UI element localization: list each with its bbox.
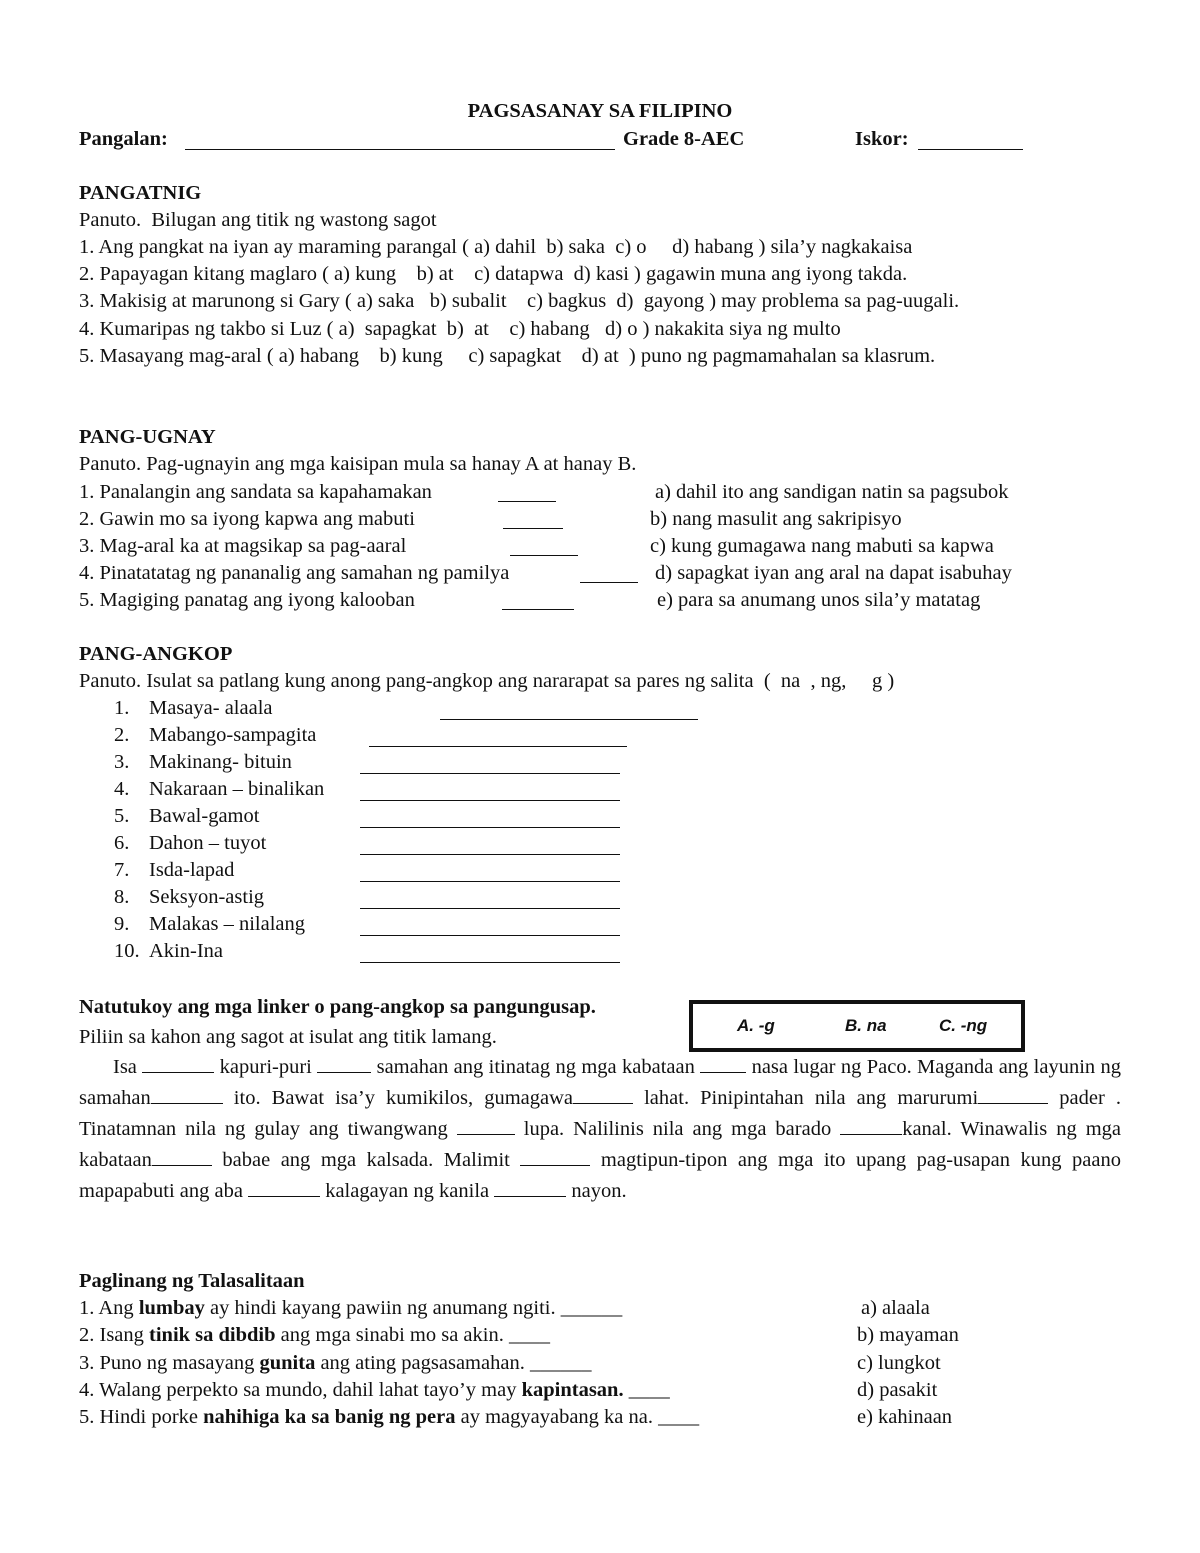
paragraph-text: lahat. Pinipintahan nila ang marurumi — [633, 1087, 979, 1109]
choice-b: B. na — [845, 1016, 887, 1035]
question-item: 2. Papayagan kitang maglaro ( a) kung b) at c) datapwa d) kasi ) gagawin muna ang iyong takda. — [79, 263, 908, 285]
answer-blank[interactable] — [317, 1056, 371, 1073]
vocab-text: ang mga sinabi mo sa akin. — [275, 1324, 509, 1346]
answer-blank[interactable] — [700, 1056, 746, 1073]
column-a-item: 3. Mag-aral ka at magsikap sa pag-aaral — [79, 535, 407, 557]
item-number: 4. — [114, 778, 130, 800]
page-title: PAGSASANAY SA FILIPINO — [467, 100, 733, 122]
instruction-pangugnay: Panuto. Pag-ugnayin ang mga kaisipan mula sa hanay A at hanay B. — [79, 453, 637, 475]
vocab-text: ay hindi kayang pawiin ng anumang ngiti. — [204, 1297, 561, 1319]
item-number: 6. — [114, 832, 130, 854]
word-pair: Makinang- bituin — [149, 751, 292, 773]
answer-blank[interactable] — [502, 609, 574, 610]
answer-blank[interactable] — [510, 555, 578, 556]
section-heading-pangangkop: PANG-ANGKOP — [79, 643, 233, 665]
name-label: Pangalan: — [79, 128, 168, 150]
vocab-text: 2. Isang — [79, 1324, 150, 1346]
instruction-pangatnig: Panuto. Bilugan ang titik ng wastong sagot — [79, 209, 437, 231]
vocab-answer: d) pasakit — [857, 1379, 938, 1401]
answer-blank[interactable] — [494, 1180, 566, 1197]
answer-blank[interactable] — [840, 1118, 902, 1135]
column-b-item: b) nang masulit ang sakripisyo — [650, 508, 902, 530]
word-pair: Mabango-sampagita — [149, 724, 317, 746]
answer-blank[interactable] — [360, 935, 620, 936]
score-field[interactable] — [918, 149, 1023, 150]
paragraph-text: magtipun-tipon ang mga ito upang pag-usapan kung paano mapapabuti ang aba — [79, 1149, 1121, 1202]
paragraph-text: Isa — [113, 1056, 143, 1078]
answer-blank[interactable] — [360, 854, 620, 855]
word-pair: Malakas – nilalang — [149, 913, 305, 935]
column-a-item: 1. Panalangin ang sandata sa kapahamakan — [79, 481, 432, 503]
paragraph-text: babae ang mga kalsada. Malimit — [211, 1149, 521, 1171]
vocab-item — [79, 1353, 591, 1374]
paragraph-text: kapuri-puri — [214, 1056, 318, 1078]
paragraph-text: lupa. Nalilinis nila ang mga barado — [514, 1118, 841, 1140]
question-item: 4. Kumaripas ng takbo si Luz ( a) sapagkat b) at c) habang d) o ) nakakita siya ng multo — [79, 318, 841, 340]
vocab-answer: a) alaala — [861, 1297, 930, 1319]
fill-in-paragraph — [79, 1052, 1121, 1207]
question-item: 5. Masayang mag-aral ( a) habang b) kung c) sapagkat d) at ) puno ng pagmamahalan sa klasrum. — [79, 345, 936, 367]
vocab-answer: e) kahinaan — [857, 1406, 953, 1428]
answer-blank[interactable] — [580, 582, 638, 583]
section-heading-linker: Natutukoy ang mga linker o pang-angkop sa pangungusap. — [79, 996, 596, 1018]
question-item: 3. Makisig at marunong si Gary ( a) saka b) subalit c) bagkus d) gayong ) may problema sa pag-uugali. — [79, 290, 960, 312]
answer-blank[interactable] — [360, 962, 620, 963]
choice-c: C. -ng — [939, 1016, 988, 1035]
answer-blank[interactable] — [248, 1180, 320, 1197]
answer-blank[interactable] — [457, 1118, 515, 1135]
vocab-term: gunita — [259, 1352, 316, 1374]
vocab-text: 4. Walang perpekto sa mundo, dahil lahat tayo’y may — [79, 1379, 522, 1401]
vocab-text: 3. Puno ng masayang — [79, 1352, 260, 1374]
answer-blank[interactable] — [360, 881, 620, 882]
vocab-term: tinik sa dibdib — [149, 1324, 276, 1346]
item-number: 5. — [114, 805, 130, 827]
instruction-linker: Piliin sa kahon ang sagot at isulat ang titik lamang. — [79, 1026, 497, 1048]
answer-blank[interactable]: ____ — [628, 1379, 670, 1401]
instruction-pangangkop: Panuto. Isulat sa patlang kung anong pang-angkop ang nararapat sa pares ng salita ( na , ng, g ) — [79, 670, 895, 692]
item-number: 10. — [114, 940, 140, 962]
vocab-item — [79, 1298, 622, 1319]
section-heading-pangatnig: PANGATNIG — [79, 182, 202, 204]
item-number: 3. — [114, 751, 130, 773]
paragraph-text: kanal. Winawalis ng mga kabataan — [79, 1118, 1121, 1171]
word-pair: Akin-Ina — [149, 940, 224, 962]
vocab-item — [79, 1407, 699, 1428]
answer-blank[interactable] — [369, 746, 627, 747]
column-b-item: d) sapagkat iyan ang aral na dapat isabuhay — [655, 562, 1012, 584]
vocab-answer: c) lungkot — [857, 1352, 941, 1374]
vocab-item — [79, 1325, 550, 1346]
vocab-answer: b) mayaman — [857, 1324, 959, 1346]
answer-blank[interactable]: ______ — [529, 1352, 592, 1374]
column-b-item: c) kung gumagawa nang mabuti sa kapwa — [650, 535, 994, 557]
vocab-term: kapintasan. — [521, 1379, 624, 1401]
word-pair: Isda-lapad — [149, 859, 235, 881]
vocab-text: 1. Ang — [79, 1297, 139, 1319]
answer-blank[interactable] — [151, 1087, 223, 1104]
answer-blank[interactable] — [520, 1149, 590, 1166]
answer-blank[interactable] — [360, 800, 620, 801]
column-b-item: a) dahil ito ang sandigan natin sa pagsubok — [655, 481, 1009, 503]
answer-blank[interactable] — [498, 501, 556, 502]
grade-label: Grade 8-AEC — [623, 128, 745, 150]
vocab-term: lumbay — [138, 1297, 205, 1319]
word-pair: Dahon – tuyot — [149, 832, 267, 854]
answer-blank[interactable]: ____ — [658, 1406, 700, 1428]
answer-blank[interactable] — [142, 1056, 214, 1073]
vocab-text: ay magyayabang ka na. — [455, 1406, 659, 1428]
answer-blank[interactable] — [360, 908, 620, 909]
paragraph-text: kalagayan ng kanila — [320, 1180, 495, 1202]
item-number: 7. — [114, 859, 130, 881]
answer-blank[interactable]: ______ — [560, 1297, 623, 1319]
vocab-item — [79, 1380, 670, 1401]
word-pair: Seksyon-astig — [149, 886, 265, 908]
question-item: 1. Ang pangkat na iyan ay maraming parangal ( a) dahil b) saka c) o d) habang ) sila’y nagkakaisa — [79, 236, 913, 258]
word-pair: Masaya- alaala — [149, 697, 273, 719]
answer-blank[interactable] — [152, 1149, 212, 1166]
column-a-item: 4. Pinatatatag ng pananalig ang samahan ng pamilya — [79, 562, 510, 584]
paragraph-text: ito. Bawat isa’y kumikilos, gumagawa — [222, 1087, 574, 1109]
answer-blank[interactable] — [360, 827, 620, 828]
paragraph-text: nayon. — [566, 1180, 627, 1202]
choice-a: A. -g — [737, 1016, 775, 1035]
vocab-text: ang ating pagsasamahan. — [315, 1352, 530, 1374]
answer-blank[interactable] — [360, 773, 620, 774]
item-number: 2. — [114, 724, 130, 746]
answer-blank[interactable] — [440, 719, 698, 720]
word-pair: Bawal-gamot — [149, 805, 260, 827]
vocab-text: 5. Hindi porke — [79, 1406, 204, 1428]
answer-blank[interactable] — [573, 1087, 633, 1104]
paragraph-text: pader . Tinatamnan nila ng gulay ang tiwangwang — [79, 1087, 1121, 1140]
paragraph-text: nasa lugar ng Paco. Maganda ang layunin ng samahan — [79, 1056, 1122, 1109]
column-a-item: 2. Gawin mo sa iyong kapwa ang mabuti — [79, 508, 415, 530]
answer-blank[interactable] — [503, 528, 563, 529]
answer-blank[interactable] — [978, 1087, 1048, 1104]
column-b-item: e) para sa anumang unos sila’y matatag — [657, 589, 981, 611]
choices-box — [689, 1000, 1025, 1052]
item-number: 1. — [114, 697, 130, 719]
column-a-item: 5. Magiging panatag ang iyong kalooban — [79, 589, 415, 611]
item-number: 8. — [114, 886, 130, 908]
score-label: Iskor: — [855, 128, 909, 150]
word-pair: Nakaraan – binalikan — [149, 778, 325, 800]
section-heading-talasalitaan: Paglinang ng Talasalitaan — [79, 1270, 305, 1292]
name-field[interactable] — [185, 149, 615, 150]
paragraph-text: samahan ang itinatag ng mga kabataan — [371, 1056, 701, 1078]
answer-blank[interactable]: ____ — [508, 1324, 550, 1346]
section-heading-pangugnay: PANG-UGNAY — [79, 426, 216, 448]
vocab-term: nahihiga ka sa banig ng pera — [203, 1406, 456, 1428]
item-number: 9. — [114, 913, 130, 935]
